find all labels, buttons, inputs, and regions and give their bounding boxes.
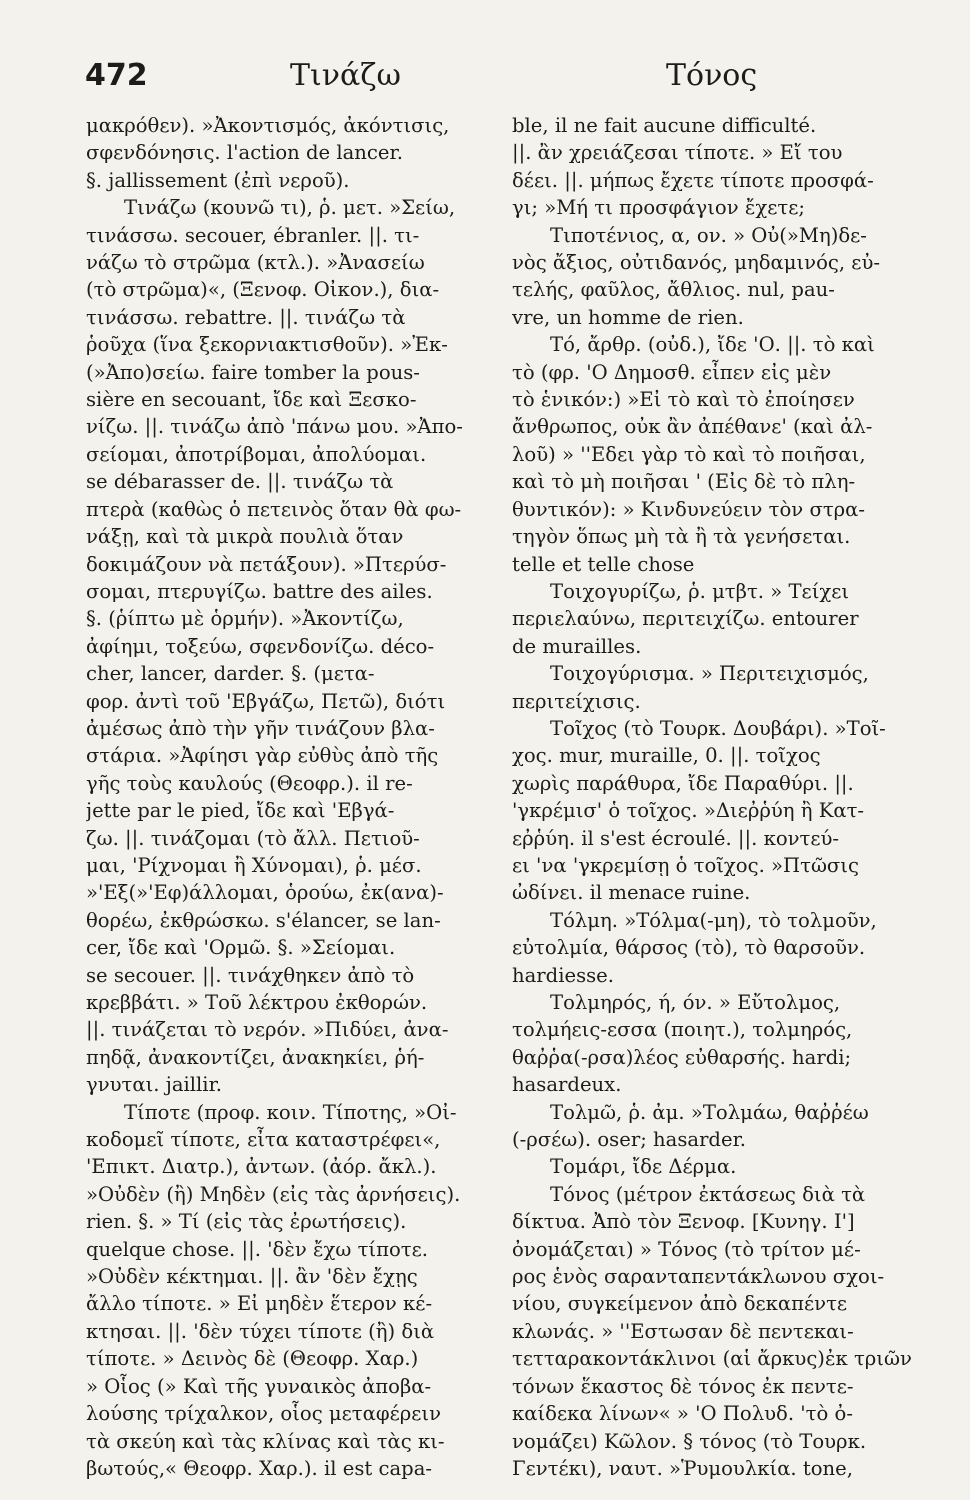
entry-line: δίκτυα. Ἀπὸ τὸν Ξενοφ. [Κυνηγ. Ι'] <box>512 1210 855 1234</box>
entry-line: νίου, συγκείμενον ἀπὸ δεκαπέντε <box>512 1292 848 1316</box>
entry-line: Τοιχογύρισμα. » Περιτειχισμός, <box>550 662 869 686</box>
entry-line: εῤῥύη. il s'est écroulé. ||. κοντεύ- <box>512 826 840 850</box>
entry-line: se secouer. ||. τινάχθηκεν ἀπὸ τὸ <box>86 963 415 987</box>
entry-line: νομάζει) Κῶλον. § τόνος (τὸ Τουρκ. <box>512 1429 867 1453</box>
entry-line: Τιποτένιος, α, ον. » Οὐ(»Μη)δε- <box>550 223 867 247</box>
entry-line: » Οἷος (» Καὶ τῆς γυναικὸς ἀποβα- <box>86 1374 432 1398</box>
entry-line: Τολμηρός, ή, όν. » Εὔτολμος, <box>550 991 841 1014</box>
entry-line: λοῦ) » ''Εδει γὰρ τὸ καὶ τὸ ποιῆσαι, <box>512 442 866 466</box>
entry-line: (τὸ στρῶμα)«, (Ξενοφ. Οἰκον.), δια- <box>86 278 440 302</box>
entry-line: (-ρσέω). oser; hasarder. <box>512 1128 747 1152</box>
entry-line: Τοῖχος (τὸ Τουρκ. Δουβάρι). »Τοῖ- <box>550 716 886 740</box>
entry-line: ἄλλο τίποτε. » Εἰ μηδὲν ἕτερον κέ- <box>86 1292 433 1316</box>
entry-line: γι; »Μή τι προσφάγιον ἔχετε; <box>512 196 805 220</box>
entry-line: Τολμῶ, ῥ. ἀμ. »Τολμάω, θαῤῥέω <box>550 1100 869 1124</box>
entry-line: θαῤῥα(-ρσα)λέος εὐθαρσής. hardi; <box>512 1045 852 1069</box>
left-headword: Τινάζω <box>290 58 401 93</box>
entry-line: jette par le pied, ἴδε καὶ 'Εβγά- <box>86 799 395 823</box>
entry-line: ||. τινάζεται τὸ νερόν. »Πιδύει, ἀνα- <box>86 1018 449 1042</box>
entry-line: rien. §. » Τί (εἰς τὰς ἐρωτήσεις). <box>86 1210 407 1234</box>
entry-line: »'Εξ(»'Εφ)άλλομαι, ὁρούω, ἐκ(ανα)- <box>86 881 444 905</box>
entry-line: βωτούς,« Θεοφρ. Χαρ.). il est capa- <box>86 1456 433 1480</box>
entry-line: σφενδόνησις. l'action de lancer. <box>86 141 403 165</box>
entry-line: θορέω, ἐκθρώσκω. s'élancer, se lan- <box>86 908 441 932</box>
entry-line: ble, il ne fait aucune difficulté. <box>512 114 817 137</box>
entry-line: στάρια. »Ἀφίησι γὰρ εὐθὺς ἀπὸ τῆς <box>86 744 439 768</box>
entry-line: κοδομεῖ τίποτε, εἶτα καταστρέφει«, <box>86 1128 441 1152</box>
entry-line: κλωνάς. » ''Εστωσαν δὲ πεντεκαι- <box>512 1319 854 1343</box>
entry-line: τίποτε. » Δεινὸς δὲ (Θεοφρ. Χαρ.) <box>86 1347 419 1371</box>
entry-line: ει 'να 'γκρεμίσῃ ὁ τοῖχος. »Πτῶσις <box>512 853 859 877</box>
entry-line: »Οὐδὲν (ἢ) Μηδὲν (εἰς τὰς ἀρνήσεις). <box>86 1182 461 1206</box>
entry-line: ρος ἑνὸς σαρανταπεντάκλωνου σχοι- <box>512 1265 885 1289</box>
entry-line: καίδεκα λίνων« » 'Ο Πολυδ. 'τὸ ὀ- <box>512 1402 853 1426</box>
entry-line: ἄνθρωπος, οὐκ ἂν ἀπέθανε' (καὶ ἀλ- <box>512 415 873 439</box>
entry-line: Τό, ἄρθρ. (οὐδ.), ἴδε 'Ο. ||. τὸ καὶ <box>550 333 875 357</box>
entry-line: Τίποτε (προφ. κοιν. Τίποτης, »Οἰ- <box>124 1100 457 1124</box>
entry-line: τελής, φαῦλος, ἄθλιος. nul, pau- <box>512 278 835 302</box>
entry-line: Τομάρι, ἴδε Δέρμα. <box>550 1155 737 1179</box>
entry-line: ῥοῦχα (ἵνα ξεκορνιακτισθοῦν). »Ἐκ- <box>86 333 448 357</box>
entry-line: Τοιχογυρίζω, ῥ. μτβτ. » Τείχει <box>550 579 850 603</box>
entry-line: σομαι, πτερυγίζω. battre des ailes. <box>86 579 433 603</box>
page-number: 472 <box>85 58 148 93</box>
entry-line: de murailles. <box>512 634 642 658</box>
entry-line: τινάσσω. secouer, ébranler. ||. τι- <box>86 223 420 247</box>
entry-line: τὸ ἑνικόν:) »Εἰ τὸ καὶ τὸ ἐποίησεν <box>512 388 855 412</box>
entry-line: ἀμέσως ἀπὸ τὴν γῆν τινάζουν βλα- <box>86 716 435 740</box>
entry-line: νάζω τὸ στρῶμα (κτλ.). »Ἀνασείω <box>86 251 425 275</box>
entry-line: δέει. ||. μήπως ἔχετε τίποτε προσφά- <box>512 168 874 192</box>
entry-line: (»Ἀπο)σείω. faire tomber la pous- <box>86 360 420 384</box>
entry-line: ἀφίημι, τοξεύω, σφενδονίζω. déco- <box>86 634 435 658</box>
entry-line: κρεββάτι. » Τοῦ λέκτρου ἐκθορών. <box>86 991 428 1014</box>
entry-line: telle et telle chose <box>512 552 695 576</box>
entry-line: κτησαι. ||. 'δὲν τύχει τίποτε (ἢ) διὰ <box>86 1319 435 1343</box>
entry-line: εὐτολμία, θάρσος (τὸ), τὸ θαρσοῦν. <box>512 936 866 960</box>
entry-line: Τόλμη. »Τόλμα(-μη), τὸ τολμοῦν, <box>550 908 877 932</box>
entry-line: φορ. ἀντὶ τοῦ 'Εβγάζω, Πετῶ), διότι <box>86 689 446 713</box>
entry-line: θυντικόν): » Κινδυνεύειν τὸν στρα- <box>512 497 866 521</box>
entry-line: τηγὸν ὅπως μὴ τὰ ἢ τὰ γενήσεται. <box>512 525 851 549</box>
entry-line: ὠδίνει. il menace ruine. <box>512 881 751 905</box>
right-headword: Τόνος <box>666 58 758 93</box>
entry-line: se débarasser de. ||. τινάζω τὰ <box>86 470 394 494</box>
entry-line: hasardeux. <box>512 1073 622 1097</box>
entry-line: νάξῃ, καὶ τὰ μικρὰ πουλιὰ ὅταν <box>86 525 404 549</box>
entry-line: γῆς τοὺς καυλούς (Θεοφρ.). il re- <box>86 771 413 795</box>
entry-line: §. jallissement (ἐπὶ νεροῦ). <box>86 168 350 192</box>
entry-line: ||. ἂν χρειάζεσαι τίποτε. » Εἴ του <box>512 141 843 165</box>
entry-line: νίζω. ||. τινάζω ἀπὸ 'πάνω μου. »Ἀπο- <box>86 415 463 439</box>
entry-line: Τινάζω (κουνῶ τι), ῥ. μετ. »Σείω, <box>124 196 456 220</box>
entry-line: vre, un homme de rien. <box>512 305 744 329</box>
entry-line: περιελαύνω, περιτειχίζω. entourer <box>512 607 859 631</box>
left-column <box>86 112 474 1482</box>
entry-line: χος. mur, muraille, 0. ||. τοῖχος <box>512 744 821 768</box>
entry-line: cer, ἴδε καὶ 'Ορμῶ. §. »Σείομαι. <box>86 936 396 960</box>
entry-line: ζω. ||. τινάζομαι (τὸ ἄλλ. Πετιοῦ- <box>86 826 420 850</box>
entry-line: hardiesse. <box>512 963 615 987</box>
entry-line: 'γκρέμισ' ὁ τοῖχος. »Διεῤῥύη ἢ Κατ- <box>512 799 865 823</box>
right-column <box>512 112 912 1482</box>
entry-line: γνυται. jaillir. <box>86 1073 223 1097</box>
entry-line: μακρόθεν). »Ἀκοντισμός, ἀκόντισις, <box>86 114 450 137</box>
running-header <box>85 58 915 108</box>
entry-line: δοκιμάζουν νὰ πετάξουν). »Πτερύσ- <box>86 552 447 576</box>
entry-line: ὀνομάζεται) » Τόνος (τὸ τρίτον μέ- <box>512 1237 861 1261</box>
entry-line: Γεντέκι), ναυτ. »Ῥυμουλκία. tone, <box>512 1456 853 1480</box>
entry-line: πτερὰ (καθὼς ὁ πετεινὸς ὅταν θὰ φω- <box>86 497 462 521</box>
entry-line: τινάσσω. rebattre. ||. τινάζω τὰ <box>86 305 406 329</box>
entry-line: μαι, 'Ρίχνομαι ἢ Χύνομαι), ῥ. μέσ. <box>86 853 422 877</box>
entry-line: τὸ (φρ. 'Ο Δημοσθ. εἶπεν εἰς μὲν <box>512 360 832 384</box>
entry-line: καὶ τὸ μὴ ποιῆσαι ' (Εἰς δὲ τὸ πλη- <box>512 470 856 494</box>
entry-line: τετταρακοντάκλινοι (αἱ ἄρκυς)ἐκ τριῶν <box>512 1347 912 1371</box>
entry-line: τολμήεις-εσσα (ποιητ.), τολμηρός, <box>512 1018 853 1042</box>
entry-line: quelque chose. ||. 'δὲν ἔχω τίποτε. <box>86 1237 429 1261</box>
entry-line: πηδᾷ, ἀνακοντίζει, ἀνακηκίει, ῥή- <box>86 1045 425 1069</box>
entry-line: »Οὐδὲν κέκτημαι. ||. ἂν 'δὲν ἔχῃς <box>86 1265 418 1289</box>
entry-line: §. (ῥίπτω μὲ ὁρμήν). »Ἀκοντίζω, <box>86 607 404 631</box>
entry-line: λούσης τρίχαλκον, οἷος μεταφέρειν <box>86 1402 441 1426</box>
entry-line: Τόνος (μέτρον ἐκτάσεως διὰ τὰ <box>550 1182 866 1206</box>
entry-line: χωρὶς παράθυρα, ἴδε Παραθύρι. ||. <box>512 771 854 795</box>
entry-line: sière en secouant, ἴδε καὶ Ξεσκο- <box>86 388 417 412</box>
entry-line: τόνων ἕκαστος δὲ τόνος ἐκ πεντε- <box>512 1374 854 1398</box>
entry-line: νὸς ἄξιος, οὐτιδανός, μηδαμινός, εὐ- <box>512 251 880 275</box>
entry-line: περιτείχισις. <box>512 689 641 713</box>
entry-line: σείομαι, ἀποτρίβομαι, ἀπολύομαι. <box>86 442 427 466</box>
entry-line: 'Επικτ. Διατρ.), ἀντων. (ἀόρ. ἄκλ.). <box>86 1155 437 1179</box>
entry-line: cher, lancer, darder. §. (μετα- <box>86 662 375 686</box>
entry-line: τὰ σκεύη καὶ τὰς κλίνας καὶ τὰς κι- <box>86 1429 445 1453</box>
